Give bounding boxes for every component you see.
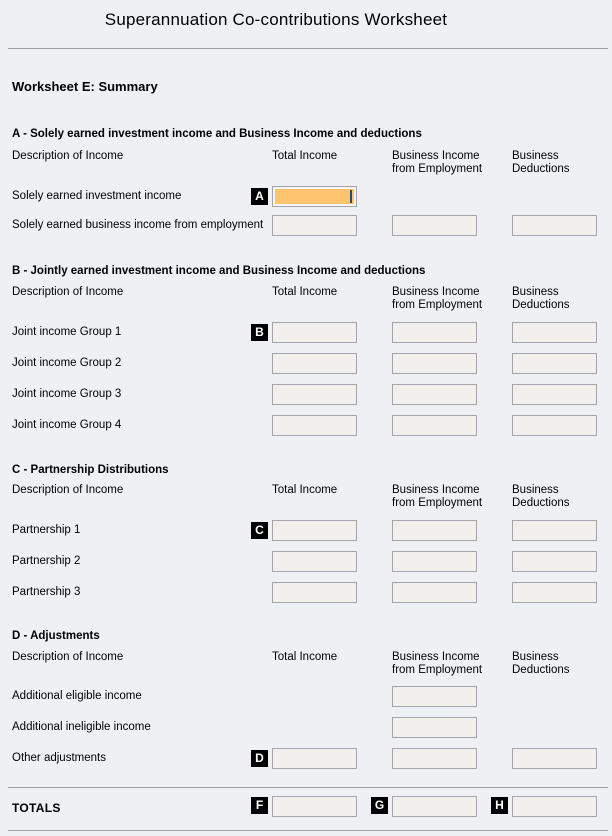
separator-line <box>8 830 608 831</box>
column-header-business-income-line2: from Employment <box>392 664 483 676</box>
column-header-description: Description of Income <box>12 484 124 496</box>
marker-c: C <box>251 522 268 539</box>
row-label-d-1: Additional ineligible income <box>12 721 151 733</box>
column-header-description: Description of Income <box>12 150 124 162</box>
b-row2-total-income-input[interactable] <box>272 384 357 405</box>
marker-a: A <box>251 188 268 205</box>
c-row1-business-deductions-input[interactable] <box>512 551 597 572</box>
c-row0-business-income-input[interactable] <box>392 520 477 541</box>
worksheet-subtitle: Worksheet E: Summary <box>12 79 158 94</box>
column-header-total-income: Total Income <box>272 484 338 496</box>
section-c-heading: C - Partnership Distributions <box>12 464 169 476</box>
row-label-a-1: Solely earned business income from employment <box>12 219 264 231</box>
text-caret <box>350 190 352 203</box>
row-label-c-2: Partnership 3 <box>12 586 81 598</box>
row-label-c-0: Partnership 1 <box>12 524 81 536</box>
column-header-total-income: Total Income <box>272 651 338 663</box>
b-row1-total-income-input[interactable] <box>272 353 357 374</box>
row-label-a-0: Solely earned investment income <box>12 190 182 202</box>
section-a-heading: A - Solely earned investment income and Business Income and deductions <box>12 128 422 140</box>
page-title: Superannuation Co-contributions Worksheet <box>104 10 448 29</box>
column-header-description: Description of Income <box>12 286 124 298</box>
column-header-business-income-line2: from Employment <box>392 497 483 509</box>
column-header-business-deductions-line1: Business <box>512 286 559 298</box>
totals-business-deductions-input[interactable] <box>512 796 597 817</box>
marker-h: H <box>491 797 508 814</box>
a-row1-business-deductions-input[interactable] <box>512 215 597 236</box>
b-row2-business-income-input[interactable] <box>392 384 477 405</box>
b-row2-business-deductions-input[interactable] <box>512 384 597 405</box>
column-header-business-deductions-line1: Business <box>512 484 559 496</box>
column-header-business-deductions-line2: Deductions <box>512 664 570 676</box>
d-row2-total-income-input[interactable] <box>272 748 357 769</box>
c-row0-total-income-input[interactable] <box>272 520 357 541</box>
b-row0-business-income-input[interactable] <box>392 322 477 343</box>
c-row0-business-deductions-input[interactable] <box>512 520 597 541</box>
column-header-business-deductions-line1: Business <box>512 651 559 663</box>
c-row2-business-income-input[interactable] <box>392 582 477 603</box>
marker-d: D <box>251 750 268 767</box>
section-d-heading: D - Adjustments <box>12 630 100 642</box>
separator-line <box>8 48 608 49</box>
b-row3-total-income-input[interactable] <box>272 415 357 436</box>
column-header-description: Description of Income <box>12 651 124 663</box>
d-row1-business-income-input[interactable] <box>392 717 477 738</box>
column-header-business-income-line2: from Employment <box>392 163 483 175</box>
totals-label: TOTALS <box>12 801 61 815</box>
row-label-b-0: Joint income Group 1 <box>12 326 122 338</box>
totals-business-income-input[interactable] <box>392 796 477 817</box>
column-header-business-deductions-line2: Deductions <box>512 163 570 175</box>
b-row1-business-income-input[interactable] <box>392 353 477 374</box>
section-b-heading: B - Jointly earned investment income and Business Income and deductions <box>12 265 426 277</box>
row-label-b-2: Joint income Group 3 <box>12 388 122 400</box>
b-row1-business-deductions-input[interactable] <box>512 353 597 374</box>
row-label-c-1: Partnership 2 <box>12 555 81 567</box>
d-row0-business-income-input[interactable] <box>392 686 477 707</box>
b-row0-total-income-input[interactable] <box>272 322 357 343</box>
a-row1-business-income-input[interactable] <box>392 215 477 236</box>
row-label-b-1: Joint income Group 2 <box>12 357 122 369</box>
column-header-total-income: Total Income <box>272 286 338 298</box>
column-header-business-deductions-line2: Deductions <box>512 299 570 311</box>
column-header-business-income-line1: Business Income <box>392 150 480 162</box>
b-row3-business-income-input[interactable] <box>392 415 477 436</box>
row-label-b-3: Joint income Group 4 <box>12 419 122 431</box>
column-header-business-deductions-line1: Business <box>512 150 559 162</box>
marker-b: B <box>251 324 268 341</box>
d-row2-business-deductions-input[interactable] <box>512 748 597 769</box>
row-label-d-0: Additional eligible income <box>12 690 142 702</box>
a-row1-total-income-input[interactable] <box>272 215 357 236</box>
b-row0-business-deductions-input[interactable] <box>512 322 597 343</box>
c-row2-business-deductions-input[interactable] <box>512 582 597 603</box>
column-header-business-income-line1: Business Income <box>392 651 480 663</box>
column-header-business-income-line2: from Employment <box>392 299 483 311</box>
column-header-business-income-line1: Business Income <box>392 286 480 298</box>
c-row1-total-income-input[interactable] <box>272 551 357 572</box>
column-header-business-income-line1: Business Income <box>392 484 480 496</box>
row-label-d-2: Other adjustments <box>12 752 106 764</box>
marker-g: G <box>371 797 388 814</box>
d-row2-business-income-input[interactable] <box>392 748 477 769</box>
a-row0-total-income-field[interactable] <box>272 186 357 207</box>
b-row3-business-deductions-input[interactable] <box>512 415 597 436</box>
a-row0-total-income-input[interactable] <box>275 189 354 204</box>
separator-line <box>8 787 608 788</box>
c-row2-total-income-input[interactable] <box>272 582 357 603</box>
totals-total-income-input[interactable] <box>272 796 357 817</box>
column-header-total-income: Total Income <box>272 150 338 162</box>
marker-f: F <box>251 797 268 814</box>
column-header-business-deductions-line2: Deductions <box>512 497 570 509</box>
c-row1-business-income-input[interactable] <box>392 551 477 572</box>
